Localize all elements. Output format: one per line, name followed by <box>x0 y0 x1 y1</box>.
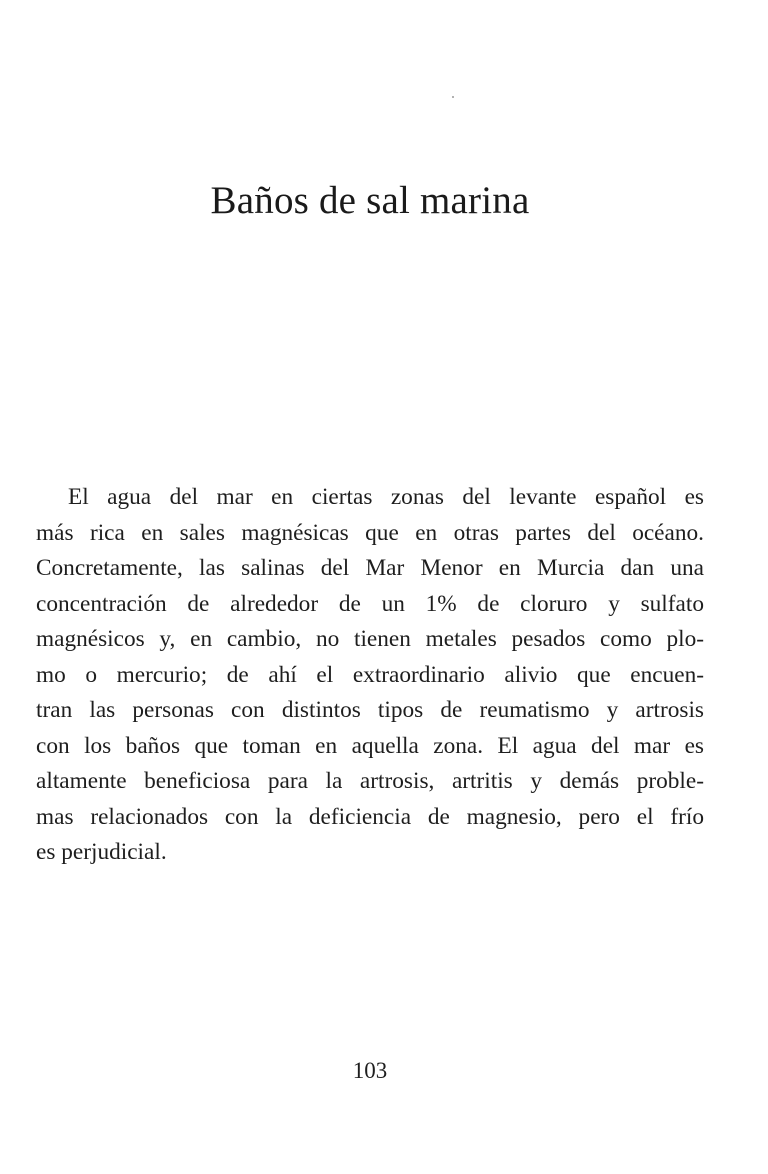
paragraph-line: Concretamente, las salinas del Mar Menor en Murcia dan una <box>36 555 704 581</box>
paragraph-line: más rica en sales magnésicas que en otras partes del océano. <box>36 519 704 546</box>
chapter-title: Baños de sal marina <box>210 179 530 222</box>
paragraph-line: magnésicos y, en cambio, no tienen metales pesados como plo- <box>36 626 704 652</box>
paragraph-line: altamente beneficiosa para la artrosis, artritis y demás proble- <box>36 768 704 794</box>
paragraph-line: tran las personas con distintos tipos de reumatismo y artrosis <box>36 697 704 723</box>
page-number: 103 <box>352 1058 388 1083</box>
paragraph-line: El agua del mar en ciertas zonas del levante español es <box>68 484 704 510</box>
paragraph-line: concentración de alrededor de un 1% de cloruro y sulfato <box>36 590 704 617</box>
paragraph-line: mo o mercurio; de ahí el extraordinario alivio que encuen- <box>36 661 704 688</box>
paragraph-line: es perjudicial. <box>36 839 167 865</box>
scan-speck <box>452 96 454 98</box>
body-paragraph <box>36 480 704 871</box>
paragraph-line: mas relacionados con la deficiencia de magnesio, pero el frío <box>36 803 704 830</box>
paragraph-line: con los baños que toman en aquella zona. El agua del mar es <box>36 732 704 759</box>
